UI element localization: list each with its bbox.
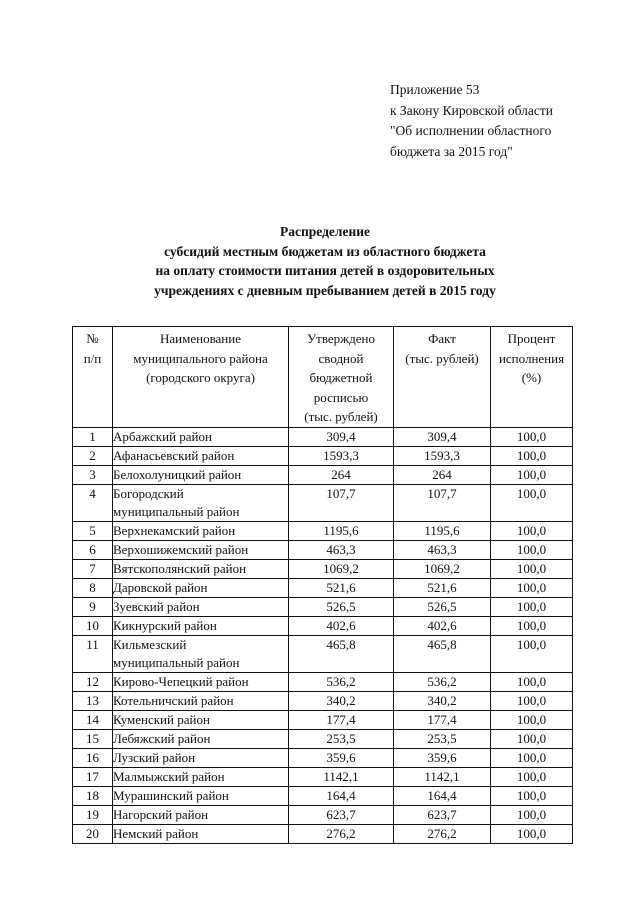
fact-amount: 521,6 (394, 578, 491, 597)
district-name-line: Немский район (113, 825, 199, 841)
execution-percent: 100,0 (491, 635, 573, 672)
district-name (113, 540, 289, 559)
table-row (73, 446, 573, 465)
row-number: 19 (73, 805, 113, 824)
table-row (73, 786, 573, 805)
fact-amount: 465,8 (394, 635, 491, 672)
execution-percent: 100,0 (491, 824, 573, 843)
table-row (73, 748, 573, 767)
fact-amount: 253,5 (394, 729, 491, 748)
district-name (113, 559, 289, 578)
row-number: 14 (73, 710, 113, 729)
row-number: 16 (73, 748, 113, 767)
header-line: исполнения (498, 350, 565, 366)
header-line: № (86, 331, 99, 346)
district-name-line: Белохолуницкий район (113, 466, 242, 482)
row-number: 5 (73, 521, 113, 540)
fact-amount: 463,3 (394, 540, 491, 559)
row-number: 8 (73, 578, 113, 597)
header-line: Процент (507, 331, 556, 346)
approved-amount: 402,6 (289, 616, 394, 635)
table-row (73, 635, 573, 672)
row-number: 10 (73, 616, 113, 635)
district-name (113, 427, 289, 446)
header-line: муниципального района (133, 350, 268, 366)
header-line: Факт (428, 331, 456, 346)
district-name-line: Даровской район (113, 579, 208, 595)
approved-amount: 164,4 (289, 786, 394, 805)
row-number: 13 (73, 691, 113, 710)
appendix-line: к Закону Кировской области (390, 102, 554, 118)
header-line: (тыс. рублей) (304, 409, 378, 424)
district-name-line: Нагорский район (113, 806, 209, 822)
fact-amount: 623,7 (394, 805, 491, 824)
district-name-line: Куменский район (113, 711, 210, 727)
district-name (113, 710, 289, 729)
table-row (73, 729, 573, 748)
district-name (113, 691, 289, 710)
row-number: 9 (73, 597, 113, 616)
execution-percent: 100,0 (491, 672, 573, 691)
header-number (73, 327, 113, 428)
execution-percent: 100,0 (491, 446, 573, 465)
district-name (113, 767, 289, 786)
execution-percent: 100,0 (491, 767, 573, 786)
title-line: на оплату стоимости питания детей в оздоровительных (155, 263, 495, 278)
execution-percent: 100,0 (491, 691, 573, 710)
district-name (113, 446, 289, 465)
table-row (73, 824, 573, 843)
fact-amount: 526,5 (394, 597, 491, 616)
district-name (113, 805, 289, 824)
district-name (113, 616, 289, 635)
row-number: 3 (73, 465, 113, 484)
row-number: 11 (73, 635, 113, 672)
approved-amount: 107,7 (289, 484, 394, 521)
fact-amount: 164,4 (394, 786, 491, 805)
fact-amount: 177,4 (394, 710, 491, 729)
table-row (73, 616, 573, 635)
fact-amount: 1069,2 (394, 559, 491, 578)
row-number: 15 (73, 729, 113, 748)
appendix-line: "Об исполнении областного (390, 123, 552, 138)
district-name (113, 824, 289, 843)
table-row (73, 540, 573, 559)
approved-amount: 340,2 (289, 691, 394, 710)
approved-amount: 463,3 (289, 540, 394, 559)
district-name-line: Зуевский район (113, 598, 200, 614)
table-row (73, 710, 573, 729)
table-row (73, 805, 573, 824)
header-line: п/п (83, 350, 102, 366)
district-name-line: Лузский район (113, 749, 196, 765)
document-title (60, 222, 590, 300)
district-name (113, 465, 289, 484)
execution-percent: 100,0 (491, 465, 573, 484)
appendix-line: бюджета за 2015 год" (390, 143, 513, 159)
appendix-reference (390, 80, 620, 162)
table-body (73, 427, 573, 843)
district-name (113, 521, 289, 540)
execution-percent: 100,0 (491, 427, 573, 446)
row-number: 7 (73, 559, 113, 578)
title-line: Распределение (279, 224, 371, 239)
table-row (73, 559, 573, 578)
district-name (113, 635, 289, 672)
fact-amount: 264 (394, 465, 491, 484)
approved-amount: 1195,6 (289, 521, 394, 540)
district-name-line: Мурашинский район (113, 787, 229, 803)
execution-percent: 100,0 (491, 521, 573, 540)
execution-percent: 100,0 (491, 597, 573, 616)
header-line: сводной (318, 350, 364, 366)
row-number: 17 (73, 767, 113, 786)
row-number: 2 (73, 446, 113, 465)
row-number: 20 (73, 824, 113, 843)
fact-amount: 359,6 (394, 748, 491, 767)
approved-amount: 521,6 (289, 578, 394, 597)
execution-percent: 100,0 (491, 748, 573, 767)
approved-amount: 253,5 (289, 729, 394, 748)
district-name (113, 748, 289, 767)
district-name-line: Арбажский район (113, 428, 212, 444)
row-number: 6 (73, 540, 113, 559)
execution-percent: 100,0 (491, 786, 573, 805)
row-number: 18 (73, 786, 113, 805)
header-line: (городского округа) (146, 370, 255, 385)
header-line: Утверждено (306, 331, 376, 346)
approved-amount: 359,6 (289, 748, 394, 767)
table-row (73, 521, 573, 540)
district-name-line: Кирово-Чепецкий район (113, 673, 249, 689)
fact-amount: 402,6 (394, 616, 491, 635)
district-name (113, 672, 289, 691)
header-percent (491, 327, 573, 428)
execution-percent: 100,0 (491, 710, 573, 729)
fact-amount: 536,2 (394, 672, 491, 691)
execution-percent: 100,0 (491, 805, 573, 824)
district-name-line: Верхнекамский район (113, 522, 236, 538)
header-approved (289, 327, 394, 428)
table-row (73, 597, 573, 616)
table-header-row (73, 327, 573, 428)
header-name (113, 327, 289, 428)
row-number: 1 (73, 427, 113, 446)
fact-amount: 340,2 (394, 691, 491, 710)
district-name-line: Лебяжский район (113, 730, 211, 746)
district-name-line: Кильмезский (113, 636, 187, 652)
table-row (73, 578, 573, 597)
approved-amount: 1069,2 (289, 559, 394, 578)
approved-amount: 264 (289, 465, 394, 484)
execution-percent: 100,0 (491, 729, 573, 748)
table-row (73, 465, 573, 484)
district-name-line: Кикнурский район (113, 617, 217, 633)
district-name-line: Верхошижемский район (113, 541, 249, 557)
approved-amount: 177,4 (289, 710, 394, 729)
fact-amount: 107,7 (394, 484, 491, 521)
district-name (113, 578, 289, 597)
approved-amount: 1142,1 (289, 767, 394, 786)
title-line: учреждениях с дневным пребыванием детей в 2015 году (154, 282, 496, 298)
approved-amount: 536,2 (289, 672, 394, 691)
header-line: бюджетной (309, 370, 373, 385)
district-name (113, 729, 289, 748)
fact-amount: 1142,1 (394, 767, 491, 786)
execution-percent: 100,0 (491, 578, 573, 597)
table-row (73, 672, 573, 691)
title-line: субсидий местным бюджетам из областного бюджета (164, 243, 486, 259)
district-name (113, 597, 289, 616)
approved-amount: 465,8 (289, 635, 394, 672)
approved-amount: 623,7 (289, 805, 394, 824)
header-line: росписью (313, 389, 369, 405)
row-number: 12 (73, 672, 113, 691)
approved-amount: 276,2 (289, 824, 394, 843)
table-row (73, 427, 573, 446)
execution-percent: 100,0 (491, 540, 573, 559)
district-name-line: Вятскополянский район (113, 560, 247, 576)
district-name-line: муниципальный район (113, 654, 240, 670)
district-name (113, 786, 289, 805)
table-row (73, 767, 573, 786)
table-row (73, 691, 573, 710)
approved-amount: 309,4 (289, 427, 394, 446)
header-line: (тыс. рублей) (405, 350, 479, 366)
district-name-line: Котельничский район (113, 692, 234, 708)
fact-amount: 276,2 (394, 824, 491, 843)
row-number: 4 (73, 484, 113, 521)
district-name-line: Малмыжский район (113, 768, 225, 784)
header-line: Наименование (160, 331, 241, 346)
execution-percent: 100,0 (491, 484, 573, 521)
fact-amount: 1195,6 (394, 521, 491, 540)
district-name (113, 484, 289, 521)
subsidy-table (72, 326, 573, 844)
district-name-line: муниципальный район (113, 503, 240, 519)
appendix-line: Приложение 53 (390, 82, 480, 97)
district-name-line: Богородский (113, 485, 184, 501)
approved-amount: 1593,3 (289, 446, 394, 465)
district-name-line: Афанасьевский район (113, 447, 235, 463)
table-row (73, 484, 573, 521)
header-fact (394, 327, 491, 428)
execution-percent: 100,0 (491, 616, 573, 635)
execution-percent: 100,0 (491, 559, 573, 578)
fact-amount: 309,4 (394, 427, 491, 446)
fact-amount: 1593,3 (394, 446, 491, 465)
approved-amount: 526,5 (289, 597, 394, 616)
header-line: (%) (521, 370, 542, 385)
